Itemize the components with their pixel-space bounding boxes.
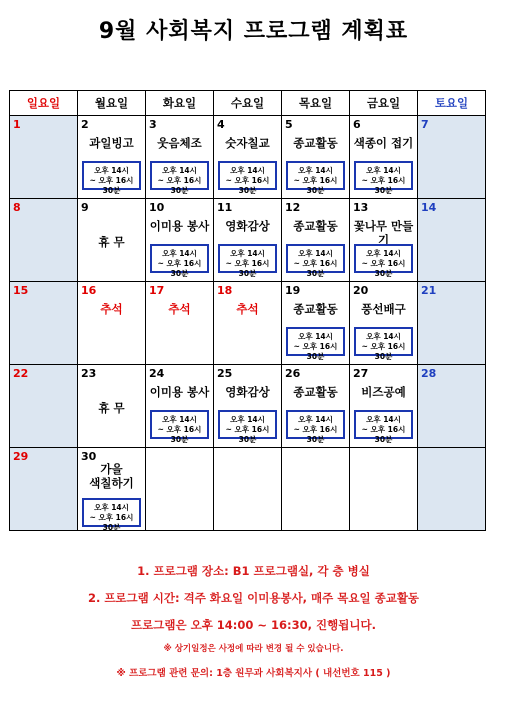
time-end: ~ 오후 16시 30분 [361,176,406,195]
calendar-day-cell [10,282,78,365]
calendar-day-cell [418,448,486,531]
calendar-day-cell [78,199,146,282]
time-start: 오후 14시 [298,415,333,424]
time-end: ~ 오후 16시 30분 [361,259,406,278]
time-end: ~ 오후 16시 30분 [293,176,338,195]
time-end: ~ 오후 16시 30분 [157,176,202,195]
day-number: 8 [13,201,21,214]
day-number: 23 [81,367,97,380]
time-start: 오후 14시 [298,249,333,258]
calendar-week-row [10,365,486,448]
day-number: 22 [13,367,29,380]
day-number: 15 [13,284,29,297]
calendar-day-cell [78,448,146,531]
holiday-label: 추석 [236,302,259,316]
time-end: ~ 오후 16시 30분 [89,176,134,195]
note-change: ※ 상기일정은 사정에 따라 변경 될 수 있습니다. [163,644,344,654]
program-time-box [286,161,345,195]
program-time-box [286,410,345,444]
calendar-day-cell [214,282,282,365]
day-number: 25 [217,367,233,380]
day-number: 7 [421,118,429,131]
program-time-box [218,244,277,278]
program-name: 종교활동 [293,302,338,316]
program-name: 영화감상 [225,385,270,399]
program-time-box [150,161,209,195]
calendar-day-cell [418,282,486,365]
time-end: ~ 오후 16시 30분 [293,259,338,278]
day-number: 29 [13,450,29,463]
program-name: 웃음체조 [157,136,202,150]
time-start: 오후 14시 [230,249,265,258]
note-schedule: 2. 프로그램 시간: 격주 화요일 이미용봉사, 매주 목요일 종교활동 [87,591,420,605]
calendar-day-cell [350,282,418,365]
calendar-day-cell [350,199,418,282]
day-number: 26 [285,367,301,380]
time-end: ~ 오후 16시 30분 [89,513,134,532]
time-end: ~ 오후 16시 30분 [293,425,338,444]
calendar-day-cell [214,116,282,199]
weekday-sunday: 일요일 [10,91,78,116]
calendar-day-cell [350,365,418,448]
calendar-day-cell [282,282,350,365]
weekday-friday: 금요일 [350,91,418,116]
time-start: 오후 14시 [366,332,401,341]
calendar-day-cell [214,365,282,448]
program-name: 가을 색칠하기 [89,462,134,490]
program-time-box [286,244,345,278]
calendar-day-cell [10,365,78,448]
calendar-day-cell [418,199,486,282]
day-number: 1 [13,118,21,131]
weekday-tuesday: 화요일 [146,91,214,116]
day-number: 24 [149,367,165,380]
day-number: 14 [421,201,437,214]
weekday-header-row [10,91,486,116]
weekday-thursday: 목요일 [282,91,350,116]
program-time-box [354,161,413,195]
calendar-day-cell [146,116,214,199]
time-start: 오후 14시 [366,415,401,424]
time-start: 오후 14시 [162,166,197,175]
program-time-box [218,161,277,195]
calendar-week-row [10,116,486,199]
time-end: ~ 오후 16시 30분 [225,425,270,444]
time-start: 오후 14시 [162,249,197,258]
weekday-saturday: 토요일 [418,91,486,116]
day-number: 28 [421,367,437,380]
calendar-day-cell [78,365,146,448]
day-number: 4 [217,118,225,131]
time-end: ~ 오후 16시 30분 [225,176,270,195]
day-number: 12 [285,201,301,214]
calendar-day-cell [10,448,78,531]
calendar-day-cell [146,365,214,448]
day-number: 21 [421,284,437,297]
calendar-day-cell [282,199,350,282]
program-name: 종교활동 [293,385,338,399]
calendar-day-cell [350,448,418,531]
program-time-box [150,244,209,278]
program-time-box [82,498,141,532]
calendar-day-cell [282,448,350,531]
calendar-day-cell [350,116,418,199]
program-name: 종교활동 [293,219,338,233]
calendar-day-cell [418,365,486,448]
time-end: ~ 오후 16시 30분 [225,259,270,278]
calendar-week-row [10,199,486,282]
calendar-day-cell [10,199,78,282]
program-time-box [354,327,413,361]
calendar-day-cell [146,199,214,282]
calendar-day-cell [418,116,486,199]
calendar-day-cell [78,116,146,199]
day-number: 3 [149,118,157,131]
program-name: 과일빙고 [89,136,134,150]
day-number: 16 [81,284,97,297]
time-start: 오후 14시 [230,415,265,424]
rest-day-label: 휴 무 [98,401,125,415]
calendar-day-cell [78,282,146,365]
day-number: 13 [353,201,369,214]
calendar-day-cell [214,199,282,282]
program-time-box [218,410,277,444]
calendar-week-row [10,448,486,531]
day-number: 17 [149,284,165,297]
time-start: 오후 14시 [366,166,401,175]
note-time: 프로그램은 오후 14:00 ~ 16:30, 진행됩니다. [131,618,376,632]
holiday-label: 추석 [168,302,191,316]
time-end: ~ 오후 16시 30분 [157,259,202,278]
calendar-day-cell [282,116,350,199]
program-name: 이미용 봉사 [149,385,210,399]
day-number: 30 [81,450,97,463]
calendar-day-cell [214,448,282,531]
program-time-box [286,327,345,361]
program-time-box [354,244,413,278]
day-number: 6 [353,118,361,131]
day-number: 20 [353,284,369,297]
calendar-day-cell [10,116,78,199]
program-time-box [354,410,413,444]
calendar-table [9,90,486,531]
time-start: 오후 14시 [298,332,333,341]
calendar-week-row [10,282,486,365]
rest-day-label: 휴 무 [98,235,125,249]
day-number: 18 [217,284,233,297]
time-start: 오후 14시 [230,166,265,175]
time-end: ~ 오후 16시 30분 [293,342,338,361]
note-contact: ※ 프로그램 관련 문의: 1층 원무과 사회복지사 ( 내선번호 115 ) [116,668,391,679]
program-name: 색종이 접기 [353,136,414,150]
weekday-monday: 월요일 [78,91,146,116]
program-name: 영화감상 [225,219,270,233]
time-start: 오후 14시 [298,166,333,175]
day-number: 2 [81,118,89,131]
time-end: ~ 오후 16시 30분 [361,342,406,361]
day-number: 5 [285,118,293,131]
weekday-wednesday: 수요일 [214,91,282,116]
time-start: 오후 14시 [94,503,129,512]
calendar-day-cell [282,365,350,448]
program-name: 꽃나무 만들기 [353,219,414,247]
calendar-day-cell [146,282,214,365]
program-name: 이미용 봉사 [149,219,210,233]
day-number: 19 [285,284,301,297]
day-number: 11 [217,201,233,214]
time-end: ~ 오후 16시 30분 [361,425,406,444]
program-name: 풍선배구 [361,302,406,316]
time-start: 오후 14시 [94,166,129,175]
program-time-box [82,161,141,195]
program-name: 종교활동 [293,136,338,150]
day-number: 27 [353,367,369,380]
program-time-box [150,410,209,444]
page-title: 9월 사회복지 프로그램 계획표 [98,19,409,44]
time-end: ~ 오후 16시 30분 [157,425,202,444]
day-number: 9 [81,201,89,214]
time-start: 오후 14시 [366,249,401,258]
program-name: 숫자칠교 [225,136,270,150]
calendar-day-cell [146,448,214,531]
holiday-label: 추석 [100,302,123,316]
time-start: 오후 14시 [162,415,197,424]
day-number: 10 [149,201,165,214]
program-name: 비즈공예 [361,385,406,399]
note-location: 1. 프로그램 장소: B1 프로그램실, 각 층 병실 [137,564,370,578]
